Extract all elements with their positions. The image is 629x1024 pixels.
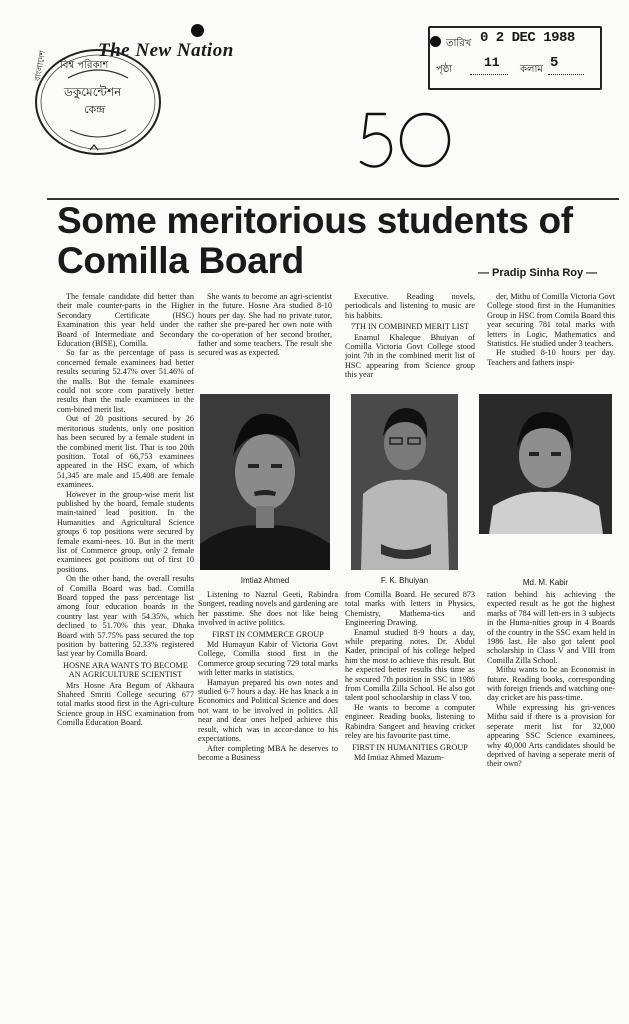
paragraph: Enamul Khaleque Bhuiyan of Comilla Victoria Govt College stood joint 7th in the combined merit list of HSC appearing from Science group this year: [345, 332, 475, 380]
paragraph: On the other hand, the overall results of Comilla Board was bad. Comilla Board topped the pass percentage list among four education boards in the country last year with 54.35%, which declined to 51.70% this year. Dhaka Board with 57.75% pass secured the top position by battering 52.33% registered last year by Comilla Board.: [57, 574, 194, 659]
column-value: 5: [550, 55, 559, 71]
paragraph: Listening to Nazrul Geeti, Rabindra Songeet, reading novels and gardening are her passtime. She does not like being involved in active politics.: [198, 590, 338, 628]
date-value: 0 2 DEC 1988: [480, 30, 575, 46]
paragraph: from Comilla Board. He secured 873 total marks with letters in Physics, Chemistry, Mathema-tics and Engineering Drawing.: [345, 590, 475, 628]
paragraph: So far as the percentage of pass is concerned female examinees had better results securing 52.47% over 51.46% of the malls. But the female examinees could not score com paratively better results than the male examinees in the com-bined merit list.: [57, 348, 194, 414]
date-label: তারিখ: [446, 38, 472, 49]
page-label: পৃষ্ঠা: [436, 64, 453, 75]
stamp-left-text: বাংলাদেশ: [32, 49, 48, 82]
photo-caption-3: Md. M. Kabir: [522, 578, 569, 587]
punch-hole-icon: [191, 24, 204, 37]
paragraph: Mithu wants to be an Economist in future. Reading books, corresponding with foreign friends and watching one-day cricket are his pass-time.: [487, 665, 615, 703]
paragraph: Hamayun prepared his own notes and studied 6-7 hours a day. He has knack a in Economics and Political Science and does not want to be involved in politics. All near and dear ones helped achieve this result, which was in accor-dance to his expectations.: [198, 677, 338, 744]
article-column-4-bottom: [487, 590, 615, 810]
stamp-center-line2: কেন্দ্র: [84, 103, 106, 116]
paragraph: der, Mithu of Comilla Victoria Govt College stood first in the Humanities Group in HSC from Comila Board this year securing 781 total marks with letters in Logic, Mathematics and Statistics. He studied under 3 teachers.: [487, 292, 615, 349]
subheading: FIRST IN COMMERCE GROUP: [212, 629, 324, 639]
page-dotted-line: [470, 74, 508, 75]
photo-imtiaz-ahmed: [200, 394, 330, 570]
paragraph: The female candidate did better than their male counter-parts in the Higher Secondary Certificate (HSC) Examination this year held under the Board of Intermediate and Secondary Education (BISE), Comilla.: [57, 292, 194, 349]
paragraph: However in the group-wise merit list published by the board, female students main-tained lead position. In the Humanities and Agricultural Science groups 6 top positions were secured by female exami-nees. 10. But in the merit list of Commerce group, only 2 female examinees got positions out of first 10 positions.: [57, 489, 194, 574]
paragraph: Out of 20 positions secured by 26 meritorious students, only one position has been secured by a female student in the combined merit list. That is too 20th position. Total of 66,753 examinees appeared in the HSC exam, of which 51,345 are male and 15,408 are female examinees.: [57, 414, 194, 490]
article-column-1: [57, 292, 194, 807]
stamp-top-text: বিশ্ব পরিকাশ: [60, 60, 109, 71]
paragraph: He studied 8-10 hours per day. Teachers and fathers inspi-: [487, 348, 615, 367]
page-value: 11: [484, 55, 500, 70]
subheading: FIRST IN HUMANITIES GROUP: [352, 742, 468, 752]
headline-line2: Comilla Board: [57, 240, 304, 281]
article-column-2-top: [198, 292, 332, 388]
newspaper-masthead: The New Nation: [98, 40, 234, 61]
photo-f-k-bhuiyan: [351, 394, 458, 570]
article-column-3-top: [345, 292, 475, 388]
paragraph: Md Imtiaz Ahmed Mazum-: [354, 752, 444, 762]
article-column-4-top: [487, 292, 615, 388]
paragraph: While expressing his gri-vences Mithu said if there is a provision for seperate merit list for 32,000 appearing SSC Science examinees, why 40,000 Arts candidates should be deprived of having a seperate merit of their own?: [487, 702, 615, 769]
stamp-center-line1: ডকুমেন্টেশন: [64, 85, 122, 99]
photo-caption-2: F. K. Bhuiyan: [380, 576, 429, 585]
column-dotted-line: [548, 74, 584, 75]
date-box-dot-icon: [430, 36, 441, 47]
paragraph: ration behind his achieving the expected result as he got the highest marks of 784 will lett-ers in 3 subjects in the Huma-nities group in 4 Boards of the country in the SSC exam held in 1986 last. He also got talent pool scholarship in Class V and VIII from Comilla Zilla School.: [487, 590, 615, 665]
paragraph: She wants to become an agri-scientist in the future. Hosne Ara studied 8-10 hours per day. She had no private tutor, rather she pre-pared her own note with the co-operation of her second brother, father and some teachers. The result she secured was as expected.: [198, 292, 332, 358]
paragraph: Executive. Reading novels, periodicals and listening to music are his habbits.: [345, 292, 475, 320]
paragraph: Md Humayun Kabir of Victoria Govt College, Comilla stood first in the Commerce group securing 729 total marks with letter marks in statistics.: [198, 640, 338, 678]
photo-caption-1: Imtiaz Ahmed: [240, 576, 290, 585]
subheading: 7TH IN COMBINED MERIT LIST: [350, 322, 470, 332]
handwritten-clip-number: [355, 102, 465, 174]
headline-line1: Some meritorious students of: [57, 200, 573, 241]
paragraph: After completing MBA he deserves to become a Business: [198, 743, 338, 762]
paragraph: Enamul studied 8-9 hours a day, while preparing notes. Dr. Abdul Kader, principal of his college helped him the most to achieve this result. But he expected better results this time as he secured 7th position in SSC in 1986 from Comilla Zilla School. He also got talent pool schoolarship in class V too.: [345, 627, 475, 703]
article-column-2-bottom: [198, 590, 338, 810]
column-label: কলাম: [520, 64, 543, 75]
article-byline: — Pradip Sinha Roy —: [478, 267, 598, 279]
article-column-3-bottom: [345, 590, 475, 810]
subheading: HOSNE ARA WANTS TO BECOME AN AGRICULTURE SCIENTIST: [63, 660, 188, 680]
photo-md-m-kabir: [479, 394, 612, 534]
paragraph: Mrs Hosne Ara Begum of Akhaura Shaheed Smriti College securing 677 total marks stood first in the Agri-culture Science group in HSC examination from Comilla Education Board.: [57, 680, 194, 728]
paragraph: He wants to become a computer engineer. Reading books, listening to Rabindra Sangeet and heaving cricket reley are his favourite past time.: [345, 702, 475, 741]
